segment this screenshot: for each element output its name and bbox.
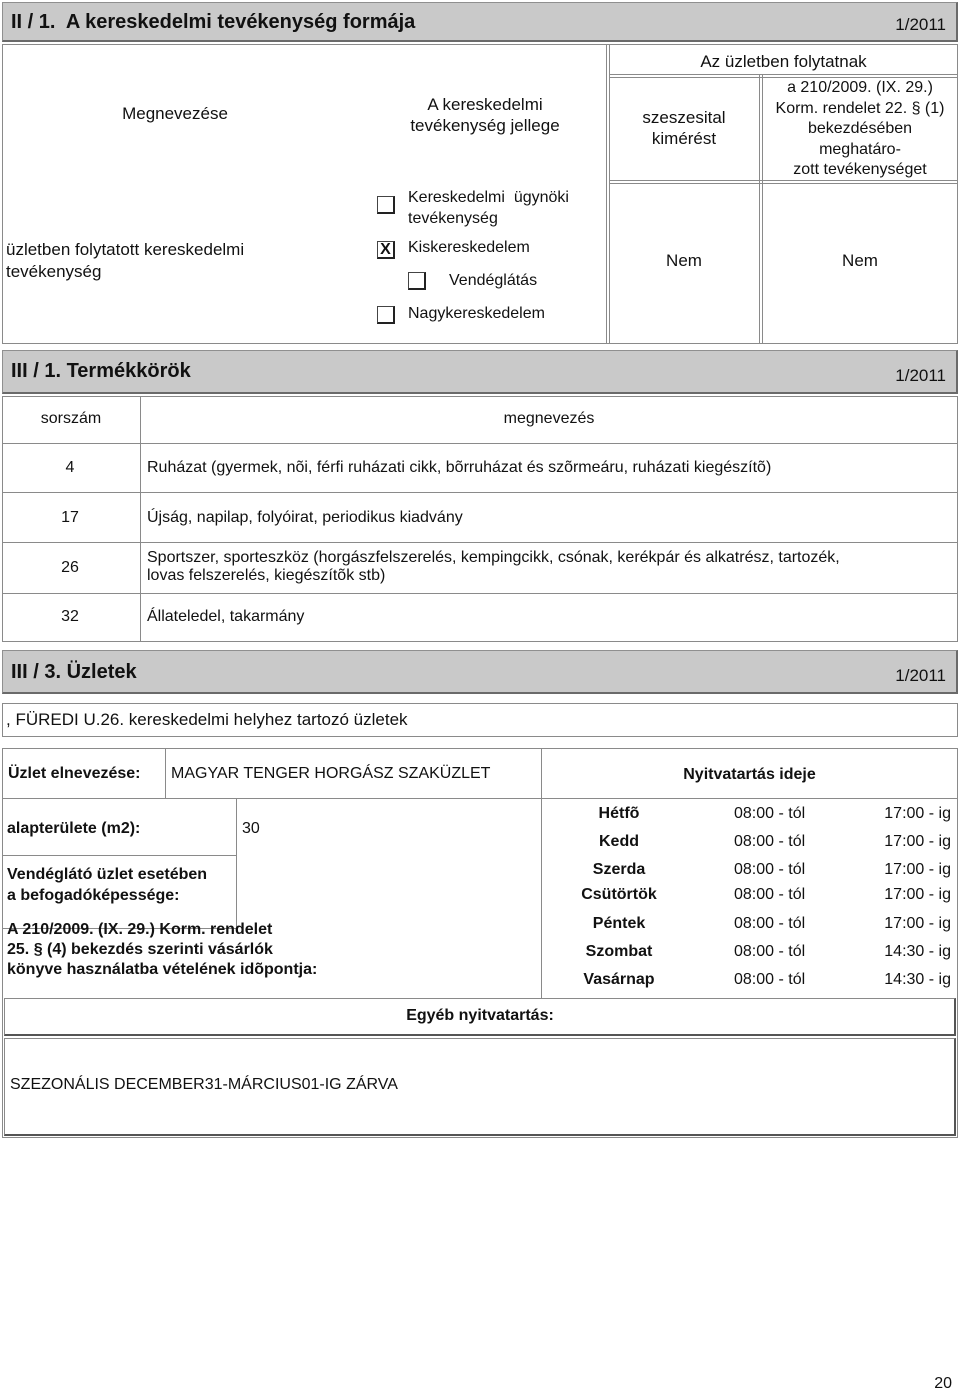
col-rendelet-line4: meghatáro- bbox=[819, 140, 901, 158]
egyeb-label: Egyéb nyitvatartás: bbox=[406, 1007, 554, 1024]
alapterulet-label: alapterülete (m2): bbox=[7, 820, 141, 837]
hours-to: 17:00 - ig bbox=[884, 861, 951, 878]
section-date: 1/2011 bbox=[895, 15, 946, 34]
section-header-ii1 bbox=[2, 2, 958, 42]
product-num: 4 bbox=[65, 459, 75, 476]
col-szeszes bbox=[609, 107, 759, 149]
vendeglato-line1: Vendéglátó üzlet esetében bbox=[7, 866, 208, 883]
hours-from: 08:00 - tól bbox=[734, 833, 806, 850]
day-label: Kedd bbox=[599, 833, 639, 850]
checkbox-nagykereskedelem[interactable] bbox=[377, 306, 395, 324]
row-label bbox=[6, 239, 244, 283]
product-table bbox=[2, 396, 958, 642]
option-ugynoki-line2: tevékenység bbox=[408, 210, 498, 227]
hours-from: 08:00 - tól bbox=[734, 915, 806, 932]
hours-from: 08:00 - tól bbox=[734, 805, 806, 822]
section-header-iii1 bbox=[2, 350, 958, 394]
rendelet-value: Nem bbox=[842, 251, 878, 270]
address-line: , FÜREDI U.26. kereskedelmi helyhez tartozó üzletek bbox=[6, 710, 408, 729]
hours-to: 17:00 - ig bbox=[884, 886, 951, 903]
col-rendelet-line1: a 210/2009. (IX. 29.) bbox=[787, 79, 933, 96]
hours-to: 17:00 - ig bbox=[884, 833, 951, 850]
product-text: Újság, napilap, folyóirat, periodikus kiadvány bbox=[147, 509, 463, 526]
hours-from: 08:00 - tól bbox=[734, 861, 806, 878]
checkbox-kiskereskedelem[interactable]: X bbox=[377, 241, 395, 259]
hours-from: 08:00 - tól bbox=[734, 943, 806, 960]
day-label: Péntek bbox=[592, 915, 646, 932]
egyeb-value: SZEZONÁLIS DECEMBER31-MÁRCIUS01-IG ZÁRVA bbox=[10, 1076, 398, 1093]
page-number: 20 bbox=[934, 1375, 952, 1392]
szeszes-value: Nem bbox=[666, 251, 702, 270]
hours-from: 08:00 - tól bbox=[734, 971, 806, 988]
section-title: III / 3. Üzletek bbox=[11, 661, 137, 683]
vendeglato-line2: a befogadóképessége: bbox=[7, 887, 180, 904]
row-label-line2: tevékenység bbox=[6, 262, 102, 281]
col-jellege-line1: A kereskedelmi bbox=[427, 95, 543, 114]
hours-to: 17:00 - ig bbox=[884, 805, 951, 822]
option-vendeglatas: Vendéglátás bbox=[449, 272, 538, 289]
product-text: Állateledel, takarmány bbox=[147, 608, 305, 625]
rendelet-line3: könyve használatba vételének idõpontja: bbox=[7, 961, 318, 978]
option-ugynoki-line1: Kereskedelmi ügynöki bbox=[408, 189, 569, 206]
product-num: 26 bbox=[61, 559, 79, 576]
day-label: Vasárnap bbox=[583, 971, 655, 988]
option-kiskereskedelem: Kiskereskedelem bbox=[408, 239, 530, 256]
alapterulet-value: 30 bbox=[242, 820, 260, 837]
hours-from: 08:00 - tól bbox=[734, 886, 806, 903]
nyitvatartas-label: Nyitvatartás ideje bbox=[683, 766, 816, 783]
col-rendelet-line3: bekezdésében bbox=[807, 120, 913, 137]
section-header-iii3 bbox=[2, 650, 958, 694]
uzlet-value: MAGYAR TENGER HORGÁSZ SZAKÜZLET bbox=[171, 765, 491, 782]
uzlet-label: Üzlet elnevezése: bbox=[8, 765, 141, 782]
checkbox-ugynoki[interactable] bbox=[377, 196, 395, 214]
hours-to: 14:30 - ig bbox=[884, 971, 951, 988]
day-label: Szerda bbox=[592, 861, 646, 878]
option-nagykereskedelem: Nagykereskedelem bbox=[408, 305, 545, 322]
section-title: II / 1. A kereskedelmi tevékenység formája bbox=[11, 11, 416, 33]
product-text-line1: Sportszer, sporteszköz (horgászfelszerelés, kempingcikk, csónak, kerékpár és alkatrész, tartozék, bbox=[147, 549, 840, 566]
col-uzletben: Az üzletben folytatnak bbox=[700, 52, 867, 71]
col-jellege-line2: tevékenység jellege bbox=[410, 116, 560, 135]
day-label: Hétfõ bbox=[598, 805, 640, 822]
col-rendelet bbox=[762, 78, 958, 181]
option-ugynoki bbox=[408, 187, 569, 229]
hours-to: 17:00 - ig bbox=[884, 915, 951, 932]
product-text-line2: lovas felszerelés, kiegészítõk stb) bbox=[147, 567, 386, 584]
checkbox-vendeglatas[interactable] bbox=[408, 272, 426, 290]
col-megnevezes: megnevezés bbox=[503, 410, 595, 427]
rendelet-line1: A 210/2009. (IX. 29.) Korm. rendelet bbox=[7, 921, 273, 938]
section-title: III / 1. Termékkörök bbox=[11, 360, 191, 382]
col-rendelet-line5: zott tevékenységet bbox=[793, 161, 927, 178]
section-date: 1/2011 bbox=[895, 666, 946, 685]
col-rendelet-line2: Korm. rendelet 22. § (1) bbox=[775, 99, 945, 117]
hours-to: 14:30 - ig bbox=[884, 943, 951, 960]
col-szeszes-line1: szeszesital bbox=[642, 108, 726, 127]
product-text: Ruházat (gyermek, nõi, férfi ruházati cikk, bõrruházat és szõrmeáru, ruházati kiegészítõ) bbox=[147, 459, 772, 476]
col-sorszam: sorszám bbox=[40, 410, 102, 427]
col-szeszes-line2: kimérést bbox=[651, 129, 717, 148]
col-megnevezes: Megnevezése bbox=[122, 104, 228, 123]
day-label: Szombat bbox=[585, 943, 653, 960]
row-label-line1: üzletben folytatott kereskedelmi bbox=[6, 240, 245, 259]
col-jellege bbox=[370, 94, 600, 136]
day-label: Csütörtök bbox=[581, 886, 657, 903]
product-num: 32 bbox=[61, 608, 79, 625]
section-date: 1/2011 bbox=[895, 366, 946, 385]
vendeglato-label bbox=[7, 864, 207, 906]
product-text bbox=[147, 549, 840, 585]
rendelet-label bbox=[7, 920, 317, 980]
rendelet-line2: 25. § (4) bekezdés szerinti vásárlók bbox=[7, 941, 273, 958]
product-num: 17 bbox=[61, 509, 79, 526]
